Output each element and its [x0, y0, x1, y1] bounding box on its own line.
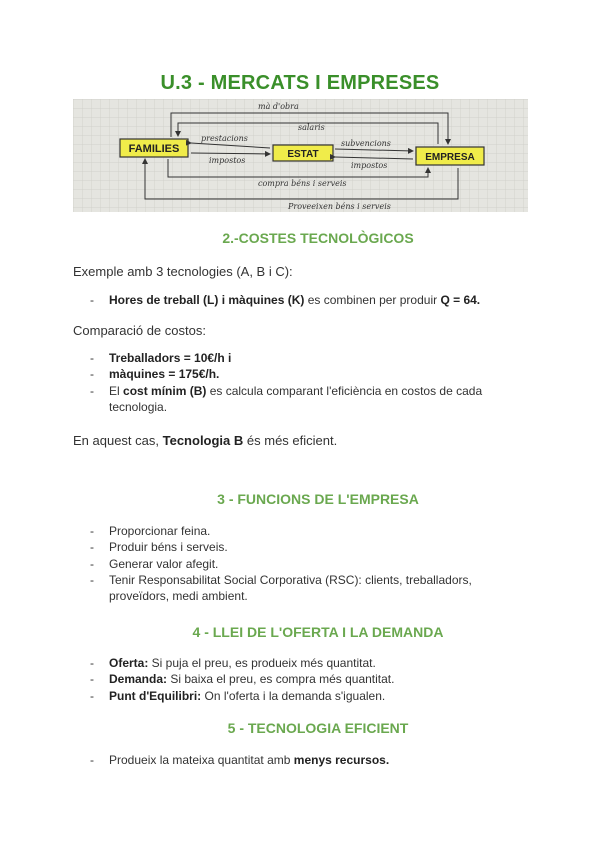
list-item: - Tenir Responsabilitat Social Corporativa (RSC): clients, treballadors, proveïdors, medi ambient.	[73, 572, 533, 605]
section-2-compare: Comparació de costos:	[73, 323, 206, 338]
page-title: U.3 - MERCATS I EMPRESES	[160, 72, 440, 94]
salaris-label: salaris	[298, 123, 325, 132]
section-2-list	[73, 292, 533, 308]
section-3-heading: 3 - FUNCIONS DE L'EMPRESA	[217, 491, 419, 507]
circular-flow-diagram-photo	[73, 99, 528, 212]
section-2-heading: 2.-COSTES TECNOLÒGICOS	[222, 230, 414, 246]
list-item: - Treballadors = 10€/h i	[73, 350, 533, 366]
supply-demand-list	[73, 655, 533, 704]
empresa-label: EMPRESA	[425, 152, 475, 163]
list-item: - Oferta: Si puja el preu, es produeix més quantitat.	[73, 655, 533, 671]
impostos-label: impostos	[209, 156, 246, 165]
list-item: - Punt d'Equilibri: On l'oferta i la demanda s'igualen.	[73, 688, 533, 704]
efficient-tech-list	[73, 752, 533, 768]
families-label: FAMILIES	[128, 143, 180, 155]
list-item: - Proporcionar feina.	[73, 523, 533, 539]
list-item: - Generar valor afegit.	[73, 556, 533, 572]
section-4-heading: 4 - LLEI DE L'OFERTA I LA DEMANDA	[192, 624, 444, 640]
cost-list	[73, 350, 533, 415]
list-item: - El cost mínim (B) es calcula comparant l'eficiència en costos de cada tecnologia.	[73, 383, 533, 416]
proveeixen-label: Proveeixen béns i serveis	[288, 202, 391, 211]
section-5-heading: 5 - TECNOLOGIA EFICIENT	[227, 720, 409, 736]
impostos2-label: impostos	[351, 161, 388, 170]
list-item: - Produeix la mateixa quantitat amb menys recursos.	[73, 752, 533, 768]
prestacions-label: prestacions	[201, 134, 248, 143]
section-2-intro: Exemple amb 3 tecnologies (A, B i C):	[73, 264, 293, 279]
estat-label: ESTAT	[287, 149, 319, 160]
diagram-svg	[73, 99, 528, 212]
list-item: - màquines = 175€/h.	[73, 366, 533, 382]
compra-label: compra béns i serveis	[258, 179, 347, 188]
functions-list	[73, 523, 533, 604]
subvencions-label: subvencions	[341, 139, 391, 148]
list-item: - Demanda: Si baixa el preu, es compra més quantitat.	[73, 671, 533, 687]
list-item: - Hores de treball (L) i màquines (K) es combinen per produir Q = 64.	[73, 292, 533, 308]
ma-obra-label: mà d'obra	[258, 102, 299, 111]
section-2-conclusion: En aquest cas, Tecnologia B és més eficient.	[73, 433, 338, 448]
list-item: - Produir béns i serveis.	[73, 539, 533, 555]
